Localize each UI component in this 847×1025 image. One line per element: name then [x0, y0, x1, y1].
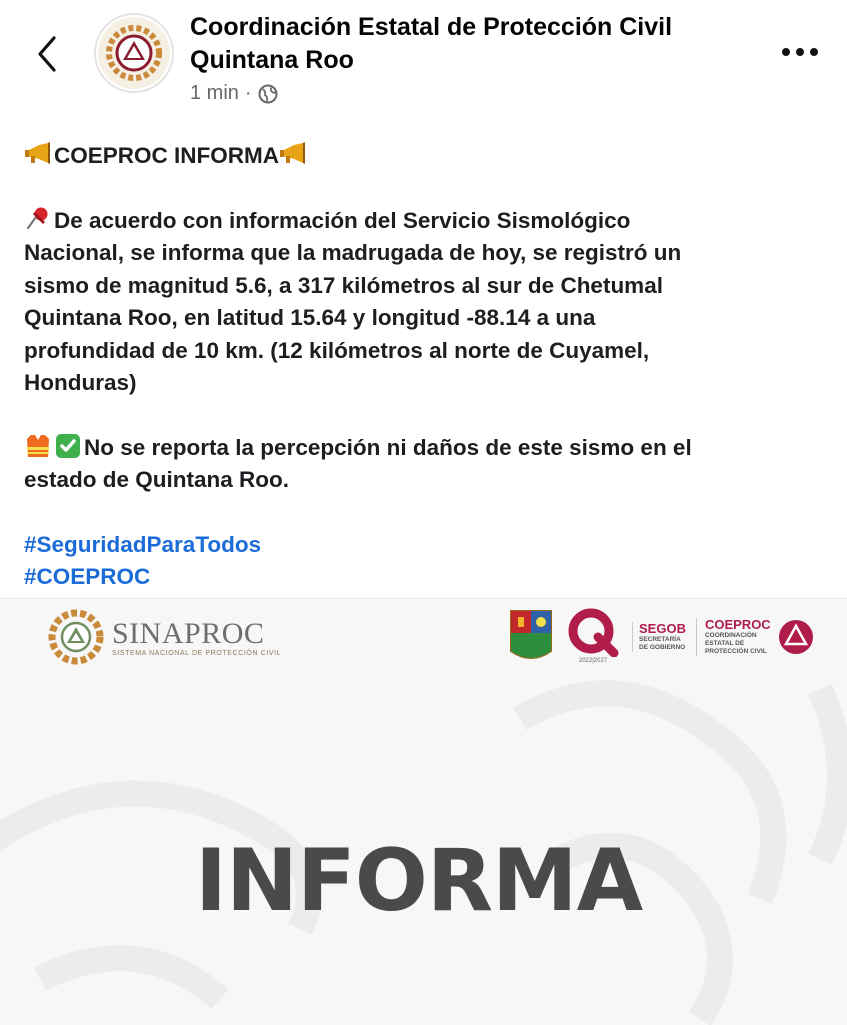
paragraph-1-line: Honduras): [24, 370, 137, 395]
segob-title: SEGOB: [639, 621, 686, 636]
hashtag-link[interactable]: #SeguridadParaTodos: [24, 531, 262, 557]
segob-logo: [632, 622, 686, 652]
page-name-line1: Coordinación Estatal de Protección Civil: [190, 13, 673, 41]
post-header: [0, 0, 847, 120]
post-hashtags: [24, 529, 824, 594]
coeproc-emblem-icon: [777, 618, 815, 656]
coeproc-subtitle: COORDINACIÓN: [704, 632, 757, 639]
more-options-button[interactable]: [778, 34, 822, 70]
hashtag-link[interactable]: #COEPROC: [24, 564, 151, 589]
quintana-roo-shield-icon: [508, 607, 554, 667]
post-meta: [190, 82, 278, 105]
paragraph-1-line: Quintana Roo, en latitud 15.64 y longitud -88.14 a una: [24, 305, 596, 330]
q-government-logo: [562, 607, 624, 667]
page-name[interactable]: [190, 11, 750, 77]
pushpin-icon: [24, 206, 52, 232]
page-name-line2: Quintana Roo: [190, 46, 354, 74]
paragraph-1-line: sismo de magnitud 5.6, a 317 kilómetros al sur de Chetumal: [24, 272, 663, 298]
q-years: 2022|2027: [578, 658, 608, 664]
post-text: [24, 140, 824, 594]
coeproc-title: COEPROC: [704, 617, 771, 632]
back-button[interactable]: [30, 32, 66, 76]
sinaproc-logo: [48, 609, 281, 665]
megaphone-icon: [24, 141, 52, 167]
paragraph-1-line: profundidad de 10 km. (12 kilómetros al norte de Cuyamel,: [24, 337, 650, 363]
coeproc-subtitle: PROTECCIÓN CIVIL: [704, 648, 767, 655]
globe-icon: [258, 84, 278, 104]
megaphone-icon: [279, 141, 307, 167]
coeproc-logo: [696, 618, 771, 656]
page-avatar[interactable]: [94, 13, 174, 93]
partner-logos: [508, 607, 815, 667]
coeproc-subtitle: ESTATAL DE: [704, 640, 745, 647]
more-options-icon: [778, 34, 822, 70]
sinaproc-title: SINAPROC: [112, 616, 265, 650]
q-logo-icon: [562, 607, 624, 657]
paragraph-1-line: Nacional, se informa que la madrugada de hoy, se registró un: [24, 240, 682, 265]
back-arrow-icon: [30, 32, 66, 76]
sinaproc-emblem-icon: [48, 609, 104, 665]
sinaproc-subtitle: SISTEMA NACIONAL DE PROTECCIÓN CIVIL: [112, 649, 282, 657]
post-heading: [24, 140, 824, 173]
post-paragraph-2: [24, 432, 824, 497]
civil-protection-emblem-icon: [96, 15, 172, 91]
paragraph-2-line: No se reporta la percepción ni daños de este sismo en el: [24, 432, 824, 465]
informa-title: INFORMA: [195, 831, 643, 931]
post-time[interactable]: 1 min: [190, 82, 239, 104]
segob-subtitle: DE GOBIERNO: [639, 644, 686, 651]
post-heading-text: COEPROC INFORMA: [54, 143, 279, 168]
meta-separator: ·: [244, 82, 252, 104]
paragraph-2-line: estado de Quintana Roo.: [24, 467, 290, 492]
safety-vest-icon: [24, 433, 52, 459]
check-mark-icon: [54, 433, 82, 459]
paragraph-1-line: De acuerdo con información del Servicio Sismológico: [24, 205, 824, 238]
post-image[interactable]: [0, 598, 847, 1025]
segob-subtitle: SECRETARÍA: [639, 636, 681, 643]
sinaproc-text: [112, 618, 281, 657]
post-paragraph-1: [24, 205, 824, 400]
